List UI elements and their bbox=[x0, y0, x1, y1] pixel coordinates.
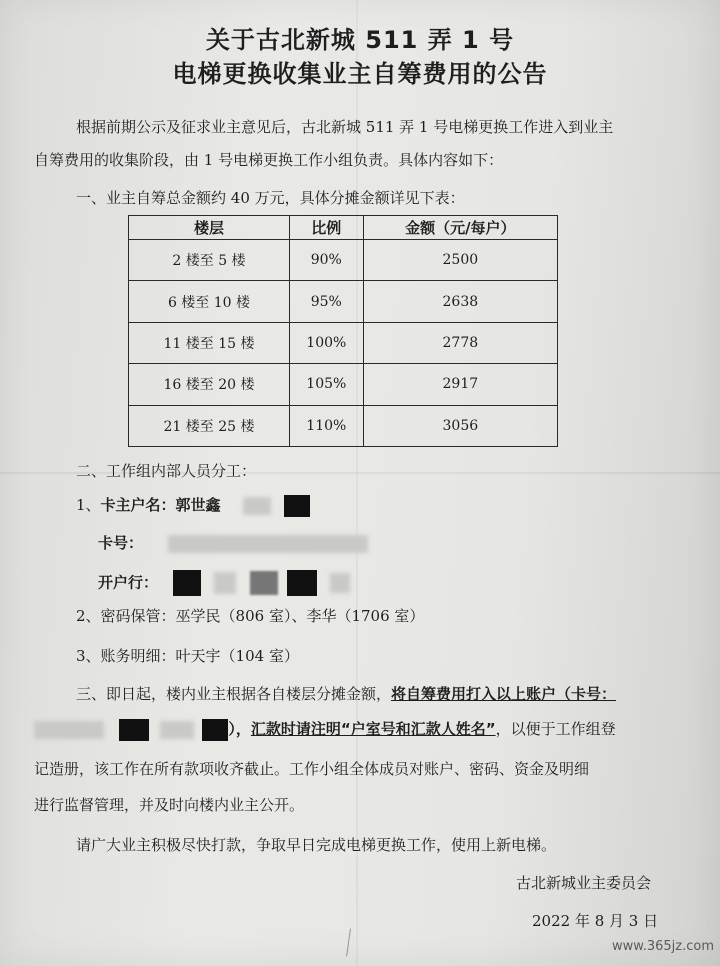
password-keeper-line: 2、密码保管：巫学民（806 室）、李华（1706 室） bbox=[76, 607, 425, 625]
cell-ratio: 110% bbox=[289, 405, 363, 446]
cell-floor: 21 楼至 25 楼 bbox=[129, 405, 290, 446]
table-row bbox=[129, 240, 558, 281]
cell-floor: 16 楼至 20 楼 bbox=[129, 364, 290, 405]
redaction-block bbox=[284, 495, 310, 517]
bank-line bbox=[98, 570, 350, 596]
section3-line3: 记造册，该工作在所有款项收齐截止。工作小组全体成员对账户、密码、资金及明细 bbox=[34, 760, 590, 778]
closing-line: 请广大业主积极尽快打款，争取早日完成电梯更换工作，使用上新电梯。 bbox=[76, 836, 557, 854]
col-header-amount: 金额（元/每户） bbox=[363, 216, 557, 240]
cell-floor: 11 楼至 15 楼 bbox=[129, 322, 290, 363]
redaction-blur bbox=[168, 535, 368, 553]
watermark: www.365jz.com bbox=[612, 939, 714, 954]
card-number-line bbox=[98, 532, 368, 553]
table-row bbox=[129, 322, 558, 363]
redaction-block bbox=[202, 719, 228, 741]
intro-line1: 根据前期公示及征求业主意见后，古北新城 511 弄 1 号电梯更换工作进入到业主 bbox=[76, 118, 614, 136]
section2-heading: 二、工作组内部人员分工： bbox=[76, 462, 257, 480]
redaction-block bbox=[173, 570, 201, 596]
redaction-block bbox=[250, 571, 278, 595]
cell-floor: 2 楼至 5 楼 bbox=[129, 240, 290, 281]
cell-amount: 2500 bbox=[363, 240, 557, 281]
redaction-blur bbox=[330, 573, 350, 593]
cell-floor: 6 楼至 10 楼 bbox=[129, 281, 290, 322]
cell-ratio: 105% bbox=[289, 364, 363, 405]
section1-heading: 一、业主自筹总金额约 40 万元，具体分摊金额详见下表： bbox=[76, 189, 465, 207]
cell-ratio: 90% bbox=[289, 240, 363, 281]
cell-amount: 3056 bbox=[363, 405, 557, 446]
bank-label: 开户行： bbox=[98, 573, 159, 592]
table-row bbox=[129, 281, 558, 322]
intro-line2: 自筹费用的收集阶段，由 1 号电梯更换工作小组负责。具体内容如下： bbox=[34, 151, 504, 169]
cell-ratio: 100% bbox=[289, 322, 363, 363]
redaction-block bbox=[119, 719, 149, 741]
card-number-label: 卡号： bbox=[98, 534, 144, 552]
fee-table bbox=[128, 215, 558, 447]
signature: 古北新城业主委员会 bbox=[516, 874, 652, 892]
section3-text: ，以便于工作组登 bbox=[495, 720, 616, 738]
redaction-blur bbox=[34, 721, 104, 739]
section3-line1 bbox=[76, 683, 616, 704]
account-holder-label: 卡主户名：郭世鑫 bbox=[100, 496, 221, 514]
redaction-blur bbox=[160, 721, 194, 739]
cell-amount: 2917 bbox=[363, 364, 557, 405]
notice-title-line1: 关于古北新城 511 弄 1 号 bbox=[205, 26, 515, 54]
accounting-line: 3、账务明细：叶天宇（104 室） bbox=[76, 647, 299, 665]
redaction-blur bbox=[243, 497, 271, 515]
cell-ratio: 95% bbox=[289, 281, 363, 322]
section3-line4: 进行监督管理，并及时向楼内业主公开。 bbox=[34, 796, 305, 814]
account-holder-line bbox=[76, 494, 310, 517]
notice-title-line2: 电梯更换收集业主自筹费用的公告 bbox=[172, 60, 548, 88]
paper-fold bbox=[356, 0, 358, 966]
cell-amount: 2638 bbox=[363, 281, 557, 322]
cell-amount: 2778 bbox=[363, 322, 557, 363]
redaction-block bbox=[287, 570, 317, 596]
col-header-ratio: 比例 bbox=[289, 216, 363, 240]
item1-number: 1、 bbox=[76, 496, 101, 514]
section3-emphasis: 将自筹费用打入以上账户（卡号： bbox=[391, 685, 617, 703]
table-row bbox=[129, 405, 558, 446]
table-row bbox=[129, 364, 558, 405]
col-header-floor: 楼层 bbox=[129, 216, 290, 240]
redaction-blur bbox=[214, 572, 236, 594]
section3-line2 bbox=[34, 718, 616, 741]
table-header-row bbox=[129, 216, 558, 240]
section3-text: 三、即日起，楼内业主根据各自楼层分摊金额， bbox=[76, 685, 392, 703]
notice-date: 2022 年 8 月 3 日 bbox=[532, 912, 659, 930]
section3-punct: ）， bbox=[228, 720, 251, 738]
section3-emphasis: 汇款时请注明“户室号和汇款人姓名” bbox=[250, 720, 496, 738]
